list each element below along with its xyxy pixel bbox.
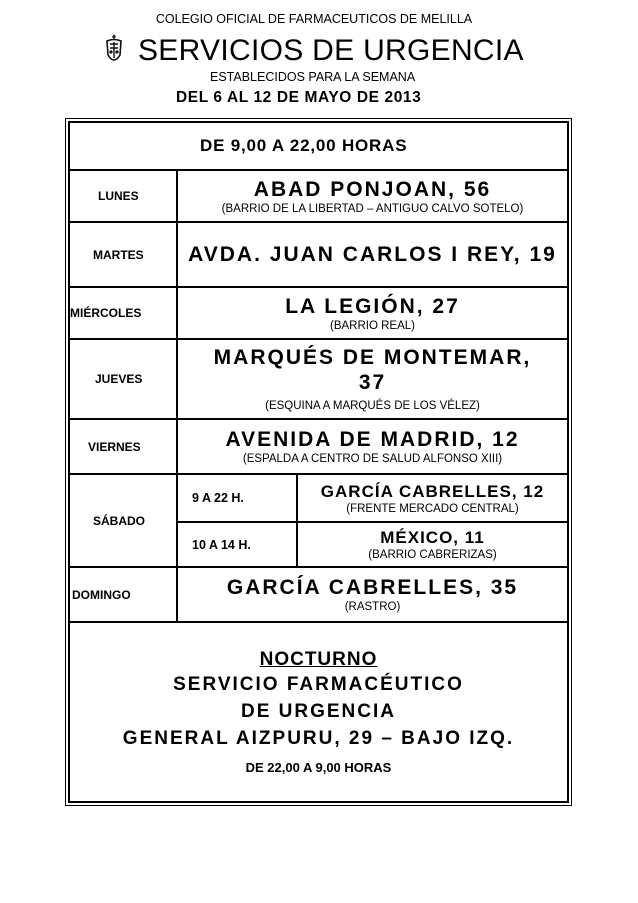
table-row: [69, 339, 568, 419]
pharmacy-cell: [297, 522, 568, 567]
pharmacy-cell: [177, 567, 568, 622]
pharmacy-address: MARQUÉS DE MONTEMAR, 37: [213, 346, 532, 394]
pharmacy-address: AVDA. JUAN CARLOS I REY, 19: [188, 243, 557, 266]
pharmacy-note: (BARRIO DE LA LIBERTAD – ANTIGUO CALVO SOTELO): [221, 202, 524, 215]
college-crest-icon: [103, 33, 125, 67]
night-service-name: SERVICIO FARMACÉUTICO DE URGENCIA: [173, 674, 464, 722]
pharmacy-address: MÉXICO, 11: [380, 528, 485, 547]
pharmacy-address: GARCÍA CABRELLES, 12: [320, 481, 545, 501]
time-slot: 9 A 22 H.: [177, 474, 297, 522]
pharmacy-note: (FRENTE MERCADO CENTRAL): [346, 502, 519, 515]
day-hours: DE 9,00 A 22,00 HORAS: [69, 122, 568, 170]
pharmacy-cell: [177, 222, 568, 287]
table-row: [69, 567, 568, 622]
table-row: [69, 474, 568, 522]
pharmacy-note: (ESPALDA A CENTRO DE SALUD ALFONSO XIII): [242, 453, 503, 465]
pharmacy-cell: [177, 339, 568, 419]
night-service-row: [69, 622, 568, 802]
day-label: SÁBADO: [69, 474, 177, 567]
pharmacy-cell: [177, 170, 568, 222]
table-row: [69, 287, 568, 339]
page-title: SERVICIOS DE URGENCIA: [138, 34, 524, 67]
night-hours: DE 22,00 A 9,00 HORAS: [245, 760, 392, 775]
pharmacy-cell: [177, 419, 568, 474]
day-label: MIÉRCOLES: [69, 287, 177, 339]
table-row: [69, 170, 568, 222]
college-name: COLEGIO OFICIAL DE FARMACEUTICOS DE MELILLA: [155, 12, 473, 26]
pharmacy-address: AVENIDA DE MADRID, 12: [225, 428, 520, 451]
pharmacy-note: (BARRIO REAL): [330, 319, 415, 332]
pharmacy-note: (RASTRO): [344, 601, 401, 613]
pharmacy-address: ABAD PONJOAN, 56: [253, 177, 492, 201]
pharmacy-cell: [177, 287, 568, 339]
schedule-table: [68, 121, 569, 803]
day-label: DOMINGO: [69, 567, 177, 622]
pharmacy-address: LA LEGIÓN, 27: [285, 294, 460, 318]
pharmacy-note: (BARRIO CABRERIZAS): [368, 549, 497, 561]
time-slot: 10 A 14 H.: [177, 522, 297, 567]
day-label: MARTES: [69, 222, 177, 287]
night-address: GENERAL AIZPURU, 29 – BAJO IZQ.: [122, 728, 515, 749]
table-row: [69, 222, 568, 287]
table-row: [69, 419, 568, 474]
pharmacy-note: (ESQUINA A MARQUÉS DE LOS VÉLEZ): [265, 400, 480, 412]
night-title: NOCTURNO: [259, 649, 378, 670]
day-label: LUNES: [69, 170, 177, 222]
week-dates: DEL 6 AL 12 DE MAYO DE 2013: [176, 89, 422, 106]
day-label: JUEVES: [69, 339, 177, 419]
night-service-cell: [69, 622, 568, 802]
page-subtitle: ESTABLECIDOS PARA LA SEMANA: [210, 70, 416, 84]
day-label: VIERNES: [69, 419, 177, 474]
pharmacy-address: GARCÍA CABRELLES, 35: [226, 576, 519, 599]
pharmacy-cell: [297, 474, 568, 522]
day-hours-row: [69, 122, 568, 170]
